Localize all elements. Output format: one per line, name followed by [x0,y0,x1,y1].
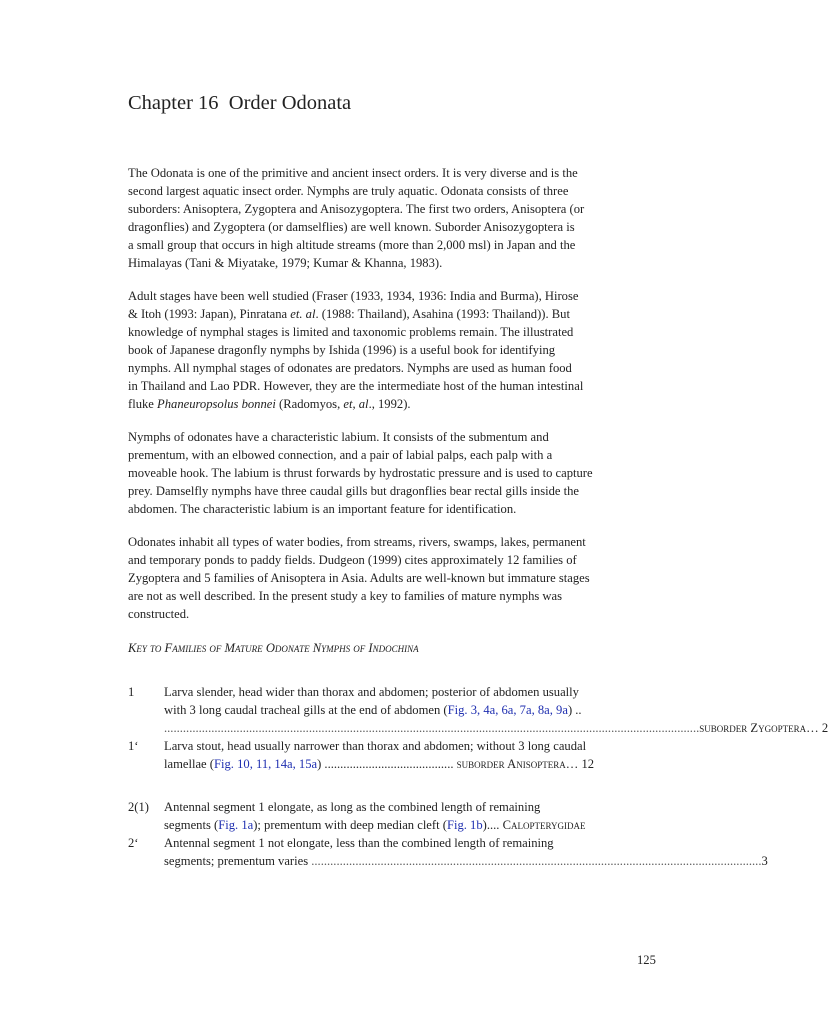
text-run: ., 1992). [368,397,411,411]
couplet-text: Antennal segment 1 elongate, as long as the combined length of remaining [164,800,541,814]
leader-line [164,852,768,870]
identification-key [128,683,828,773]
couplet-text: Larva stout, head usually narrower than thorax and abdomen; without 3 long caudal [164,739,587,753]
text-line: Zygoptera and 5 families of Anisoptera in Asia. Adults are well-known but immature stages [128,571,590,585]
couplet-text: Larva slender, head wider than thorax and abdomen; posterior of abdomen usually [164,685,579,699]
couplet-text [164,816,586,834]
text-line: book of Japanese dragonfly nymphs by Ishida (1996) is a useful book for identifying [128,343,556,357]
key-line [128,737,648,755]
leader-dots: ).... [482,818,500,832]
text-run: fluke [128,397,158,411]
key-line [128,683,648,701]
text-run: with 3 long caudal tracheal gills at the end of abdomen ( [164,703,448,717]
text-line: knowledge of nymphal stages is limited and taxonomic problems remain. The illustrated [128,325,574,339]
leader-line [164,719,828,737]
text-line: nymphs. All nymphal stages of odonates are predators. Nymphs are used as human food [128,361,572,375]
couplet-number: 1 [128,685,135,699]
text-line: suborders: Anisoptera, Zygoptera and Anisozygoptera. The first two orders, Anisoptera (or [128,202,585,216]
key-line [128,719,828,737]
text-line: Odonates inhabit all types of water bodies, from streams, rivers, swamps, lakes, permanent [128,535,586,549]
figure-link[interactable]: Fig. 3, 4a, 6a, 7a, 8a, 9a [447,703,568,717]
text-line: in Thailand and Lao PDR. However, they are the intermediate host of the human intestinal [128,379,584,393]
couplet-text: Antennal segment 1 not elongate, less than the combined length of remaining [164,836,554,850]
key-line [128,852,768,870]
italic-text: et, al [343,397,369,411]
couplet-destination: 3 [761,854,768,868]
text-line: prey. Damselfly nymphs have three caudal gills but dragonflies bear rectal gills inside the [128,484,580,498]
text-line: Nymphs of odonates have a characteristic labium. It consists of the submentum and [128,430,549,444]
text-run: (Radomyos, [275,397,344,411]
identification-key-2 [128,798,768,870]
figure-link[interactable]: Fig. 1a [218,818,254,832]
chapter-title: Chapter 16 Order Odonata [128,92,352,114]
key-heading: Key to Families of Mature Odonate Nymphs of Indochina [128,641,419,655]
couplet-number: 2(1) [128,800,149,814]
key-line [128,834,648,852]
text-run: segments ( [164,818,219,832]
text-line: dragonflies) and Zygoptera (or damselflies) are well known. Suborder Anisozygoptera is [128,220,575,234]
couplet-destination: … 2 [806,721,828,735]
text-run: segments; prementum varies [164,854,312,868]
paragraph-adult-stages [128,287,668,413]
text-line: are not as well described. In the present study a key to families of mature nymphs was [128,589,563,603]
figure-link[interactable]: Fig. 10, 11, 14a, 15a [214,757,318,771]
couplet-text [164,701,582,719]
text-line: constructed. [128,607,190,621]
text-run: ) .. [567,703,582,717]
key-line [128,701,648,719]
couplet-number: 1‘ [128,739,139,753]
suborder-label: suborder Anisoptera [456,757,566,771]
text-line [128,305,668,323]
couplet-text [164,755,594,773]
text-line: Adult stages have been well studied (Fraser (1933, 1934, 1936: India and Burma), Hirose [128,289,579,303]
couplet-number: 2‘ [128,836,139,850]
text-run: lamellae ( [164,757,214,771]
paragraph-labium [128,428,668,518]
key-line [128,816,648,834]
text-run: ); prementum with deep median cleft ( [253,818,447,832]
text-line: second largest aquatic insect order. Nymphs are truly aquatic. Odonata consists of three [128,184,569,198]
text-line: prementum, with an elbowed connection, and a pair of labial palps, each palp with a [128,448,553,462]
text-line: The Odonata is one of the primitive and ancient insect orders. It is very diverse and is the [128,166,578,180]
suborder-label: suborder Zygoptera [699,721,807,735]
page-number: 125 [637,953,656,967]
text-run: . (1988: Thailand), Asahina (1993: Thailand)). But [315,307,570,321]
text-line: Himalayas (Tani & Miyatake, 1979; Kumar & Khanna, 1983). [128,256,443,270]
paragraph-habitat [128,533,668,623]
text-line [128,395,668,413]
species-name: Phaneuropsolus bonnei [157,397,276,411]
couplet-destination: … 12 [565,757,595,771]
leader-dots: ) ......................................... [317,757,454,771]
text-line: abdomen. The characteristic labium is an important feature for identification. [128,502,517,516]
paragraph-intro [128,164,668,272]
italic-text: et. al [290,307,316,321]
leader-dots: ............................................................................................................................................... [311,854,762,868]
text-line: a small group that occurs in high altitude streams (more than 2,000 msl) in Japan and the [128,238,576,252]
key-line [128,798,648,816]
key-line [128,755,648,773]
leader-dots: .......................................................................................................................................................................... [164,721,700,735]
text-line: moveable hook. The labium is thrust forwards by hydrostatic pressure and is used to capture [128,466,593,480]
text-run: & Itoh (1993: Japan), Pinratana [128,307,291,321]
figure-link[interactable]: Fig. 1b [446,818,483,832]
family-label: Calopterygidae [502,818,586,832]
text-line: and temporary ponds to paddy fields. Dudgeon (1999) cites approximately 12 families of [128,553,577,567]
